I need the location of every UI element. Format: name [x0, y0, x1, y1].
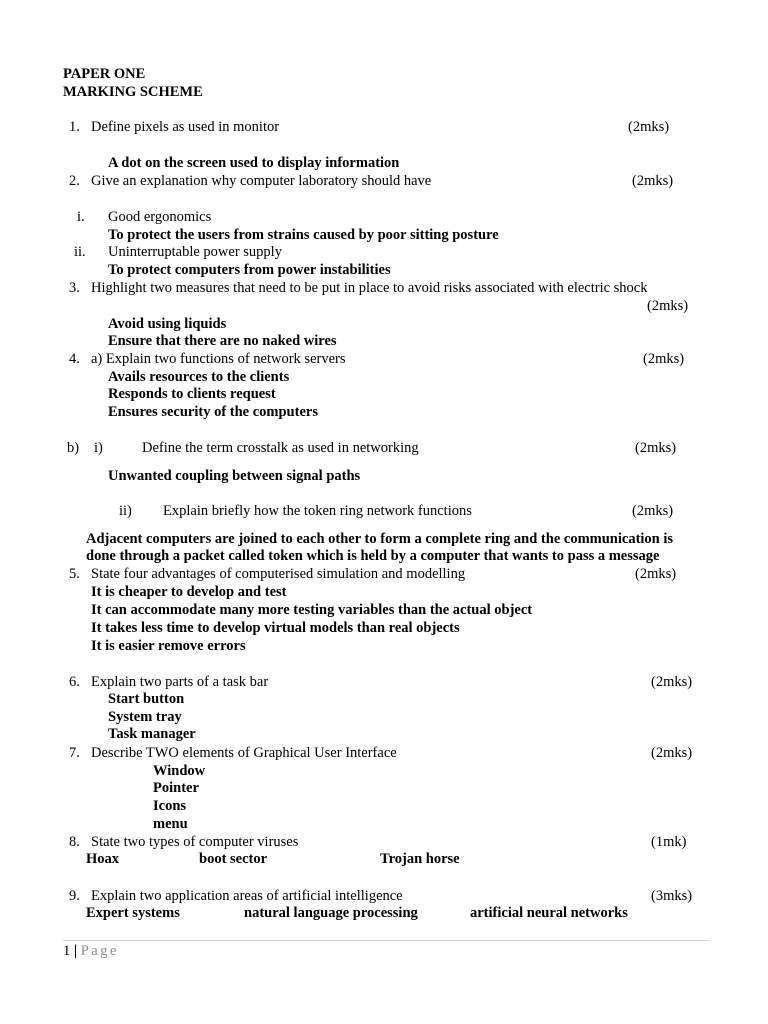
sub-item-number: ii) [119, 503, 132, 519]
answer: Hoax [86, 851, 120, 867]
paper-title: PAPER ONE [63, 66, 146, 82]
answer: Adjacent computers are joined to each other to form a complete ring and the communication is [86, 531, 674, 547]
question-marks: (2mks) [651, 745, 693, 761]
answer: Ensures security of the computers [108, 404, 318, 420]
page-label: Page [80, 943, 119, 959]
sub-item-number: i) [94, 440, 103, 456]
answer: It can accommodate many more testing variables than the actual object [91, 602, 533, 618]
answer: To protect the users from strains caused by poor sitting posture [108, 227, 499, 243]
answer: Unwanted coupling between signal paths [108, 468, 361, 484]
part-label: b) [67, 440, 80, 456]
answer: It is cheaper to develop and test [91, 584, 287, 600]
question-marks: (2mks) [635, 440, 677, 456]
question-text: State four advantages of computerised simulation and modelling [91, 566, 466, 582]
answer: Avoid using liquids [108, 316, 227, 332]
answer: boot sector [199, 851, 268, 867]
question-marks: (2mks) [643, 351, 685, 367]
scheme-title: MARKING SCHEME [63, 84, 203, 100]
answer: A dot on the screen used to display information [108, 155, 400, 171]
answer: Icons [153, 798, 187, 814]
answer: artificial neural networks [470, 905, 628, 921]
question-number: 2. [69, 173, 80, 189]
question-text: Describe TWO elements of Graphical User Interface [91, 745, 397, 761]
answer: Window [153, 763, 206, 779]
question-number: 3. [69, 280, 80, 296]
question-text: Explain two application areas of artificial intelligence [91, 888, 403, 904]
question-text: Define pixels as used in monitor [91, 119, 280, 135]
sub-item-number: i. [77, 209, 85, 225]
answer: Ensure that there are no naked wires [108, 333, 337, 349]
answer: It is easier remove errors [91, 638, 246, 654]
question-text: Explain briefly how the token ring network functions [163, 503, 472, 519]
answer: To protect computers from power instabilities [108, 262, 391, 278]
question-number: 6. [69, 674, 80, 690]
question-number: 7. [69, 745, 80, 761]
answer: System tray [108, 709, 182, 725]
question-marks: (2mks) [632, 173, 674, 189]
answer: Task manager [108, 726, 196, 742]
question-number: 5. [69, 566, 80, 582]
question-text: Explain two parts of a task bar [91, 674, 269, 690]
answer: Responds to clients request [108, 386, 276, 402]
question-marks: (2mks) [635, 566, 677, 582]
question-number: 9. [69, 888, 80, 904]
answer: Pointer [153, 780, 199, 796]
footer-separator: | [73, 943, 78, 959]
answer: Start button [108, 691, 185, 707]
question-number: 8. [69, 834, 80, 850]
question-marks: (2mks) [651, 674, 693, 690]
question-marks: (2mks) [632, 503, 674, 519]
answer: Trojan horse [380, 851, 460, 867]
answer: menu [153, 816, 188, 832]
question-text: State two types of computer viruses [91, 834, 299, 850]
question-marks: (3mks) [651, 888, 693, 904]
sub-item-number: ii. [74, 244, 86, 260]
sub-item-text: Uninterruptable power supply [108, 244, 282, 260]
footer-divider [63, 940, 709, 941]
question-number: 4. [69, 351, 80, 367]
question-text: Highlight two measures that need to be put in place to avoid risks associated with electric shock [91, 280, 648, 296]
answer: natural language processing [244, 905, 418, 921]
question-marks: (2mks) [628, 119, 670, 135]
answer: done through a packet called token which is held by a computer that wants to pass a message [86, 548, 660, 564]
answer: Expert systems [86, 905, 180, 921]
page-number: 1 [63, 943, 71, 959]
answer: It takes less time to develop virtual models than real objects [91, 620, 460, 636]
sub-item-text: Good ergonomics [108, 209, 212, 225]
answer: Avails resources to the clients [108, 369, 290, 385]
question-number: 1. [69, 119, 80, 135]
question-marks: (1mk) [651, 834, 687, 850]
question-text: Define the term crosstalk as used in networking [142, 440, 419, 456]
page-footer [63, 943, 119, 960]
question-marks: (2mks) [647, 298, 689, 314]
question-text: Give an explanation why computer laboratory should have [91, 173, 432, 189]
question-text: a) Explain two functions of network servers [91, 351, 346, 367]
